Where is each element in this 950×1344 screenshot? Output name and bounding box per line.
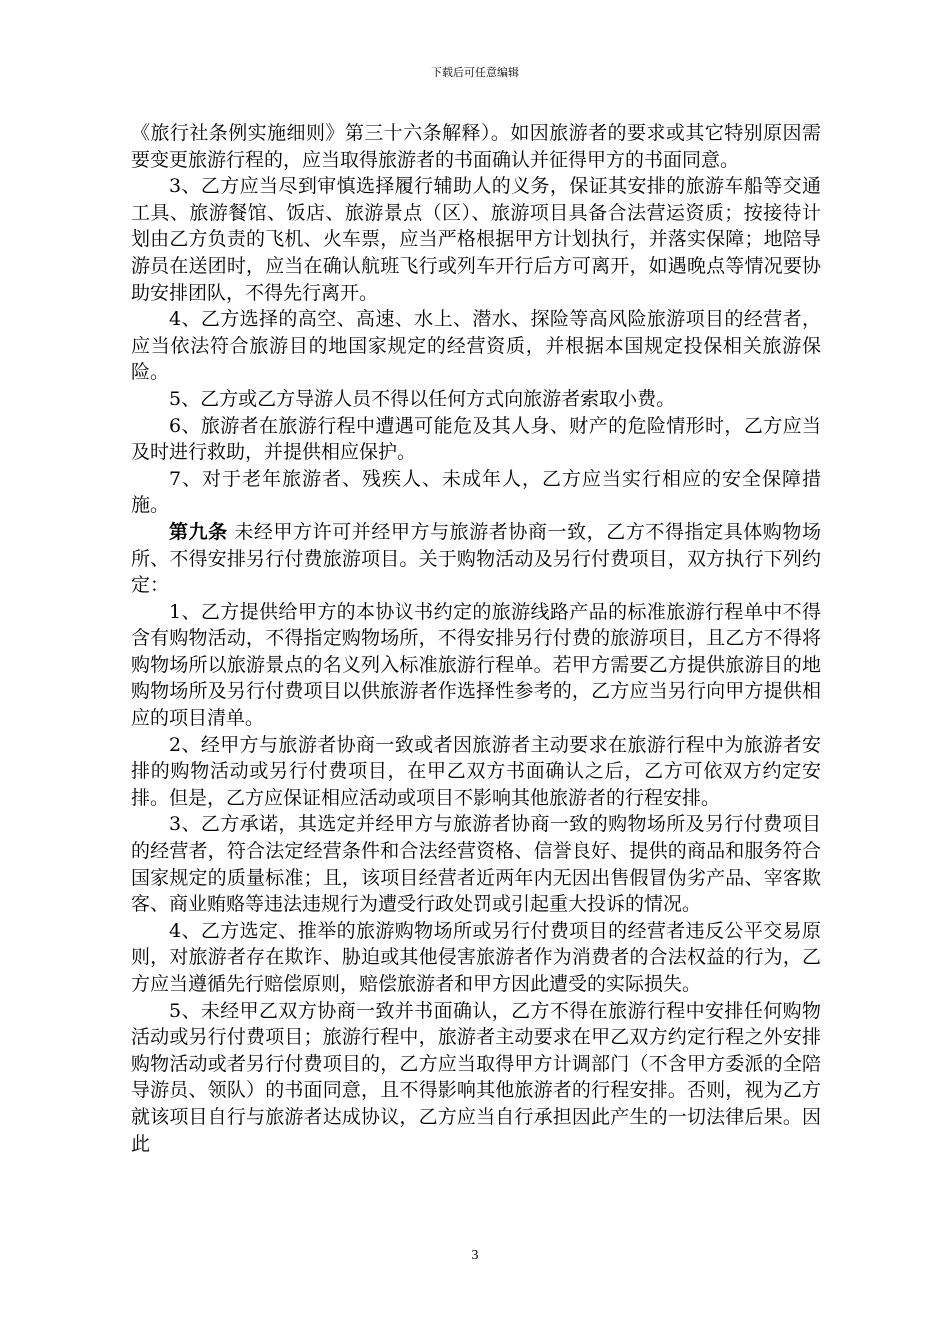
document-body: [131, 120, 821, 1157]
page-number: 3: [471, 1248, 479, 1263]
article-9: [131, 519, 821, 599]
article-9-clause-2: 2、经甲方与旅游者协商一致或者因旅游者主动要求在旅游行程中为旅游者安排的购物活动或另行付费项目，在甲乙双方书面确认之后，乙方可依双方约定安排。但是，乙方应保证相应活动或项目不影响其他旅游者的行程安排。: [131, 733, 821, 809]
article-9-clause-1: 1、乙方提供给甲方的本协议书约定的旅游线路产品的标准旅游行程单中不得含有购物活动，不得指定购物场所，不得安排另行付费的旅游项目，且乙方不得将购物场所以旅游景点的名义列入标准旅游行程单。若甲方需要乙方提供旅游目的地购物场所及另行付费项目以供旅游者作选择性参考的，乙方应当另行向甲方提供相应的项目清单。: [131, 600, 821, 730]
paragraph-0: 《旅行社条例实施细则》第三十六条解释）。如因旅游者的要求或其它特别原因需要变更旅游行程的，应当取得旅游者的书面确认并征得甲方的书面同意。: [131, 122, 821, 171]
clause-4: 4、乙方选择的高空、高速、水上、潜水、探险等高风险旅游项目的经营者，应当依法符合旅游目的地国家规定的经营资质，并根据本国规定投保相关旅游保险。: [131, 308, 821, 384]
clause-6: 6、旅游者在旅游行程中遭遇可能危及其人身、财产的危险情形时，乙方应当及时进行救助，并提供相应保护。: [131, 414, 821, 464]
article-9-clause-5: 5、未经甲乙双方协商一致并书面确认，乙方不得在旅游行程中安排任何购物活动或另行付费项目；旅游行程中，旅游者主动要求在甲乙双方约定行程之外安排购物活动或者另行付费项目的，乙方应当取得甲方计调部门（不含甲方委派的全陪导游员、领队）的书面同意，且不得影响其他旅游者的行程安排。否则，视为乙方就该项目自行与旅游者达成协议，乙方应当自行承担因此产生的一切法律后果。因此: [131, 999, 821, 1155]
page-header: 下载后可任意编辑: [431, 66, 519, 79]
article-9-clause-3: 3、乙方承诺，其选定并经甲方与旅游者协商一致的购物场所及另行付费项目的经营者，符合法定经营条件和合法经营资格、信誉良好、提供的商品和服务符合国家规定的质量标准；且，该项目经营者近两年内无因出售假冒伪劣产品、宰客欺客、商业贿赂等违法违规行为遭受行政处罚或引起重大投诉的情况。: [131, 813, 821, 916]
clause-3: 3、乙方应当尽到审慎选择履行辅助人的义务，保证其安排的旅游车船等交通工具、旅游餐馆、饭店、旅游景点（区）、旅游项目具备合法营运资质；按接待计划由乙方负责的飞机、火车票，应当严格根据甲方计划执行，并落实保障；地陪导游员在送团时，应当在确认航班飞行或列车开行后方可离开，如遇晚点等情况要协助安排团队，不得先行离开。: [131, 175, 821, 304]
article-9-text: 未经甲方许可并经甲方与旅游者协商一致，乙方不得指定具体购物场所、不得安排另行付费旅游项目。关于购物活动及另行付费项目，双方执行下列约定：: [131, 520, 821, 597]
article-9-label: 第九条: [169, 520, 228, 543]
article-9-clause-4: 4、乙方选定、推举的旅游购物场所或另行付费项目的经营者违反公平交易原则，对旅游者存在欺诈、胁迫或其他侵害旅游者作为消费者的合法权益的行为，乙方应当遵循先行赔偿原则，赔偿旅游者和甲方因此遭受的实际损失。: [131, 919, 821, 995]
clause-7: 7、对于老年旅游者、残疾人、未成年人，乙方应当实行相应的安全保障措施。: [131, 467, 821, 517]
clause-5: 5、乙方或乙方导游人员不得以任何方式向旅游者索取小费。: [169, 387, 676, 410]
